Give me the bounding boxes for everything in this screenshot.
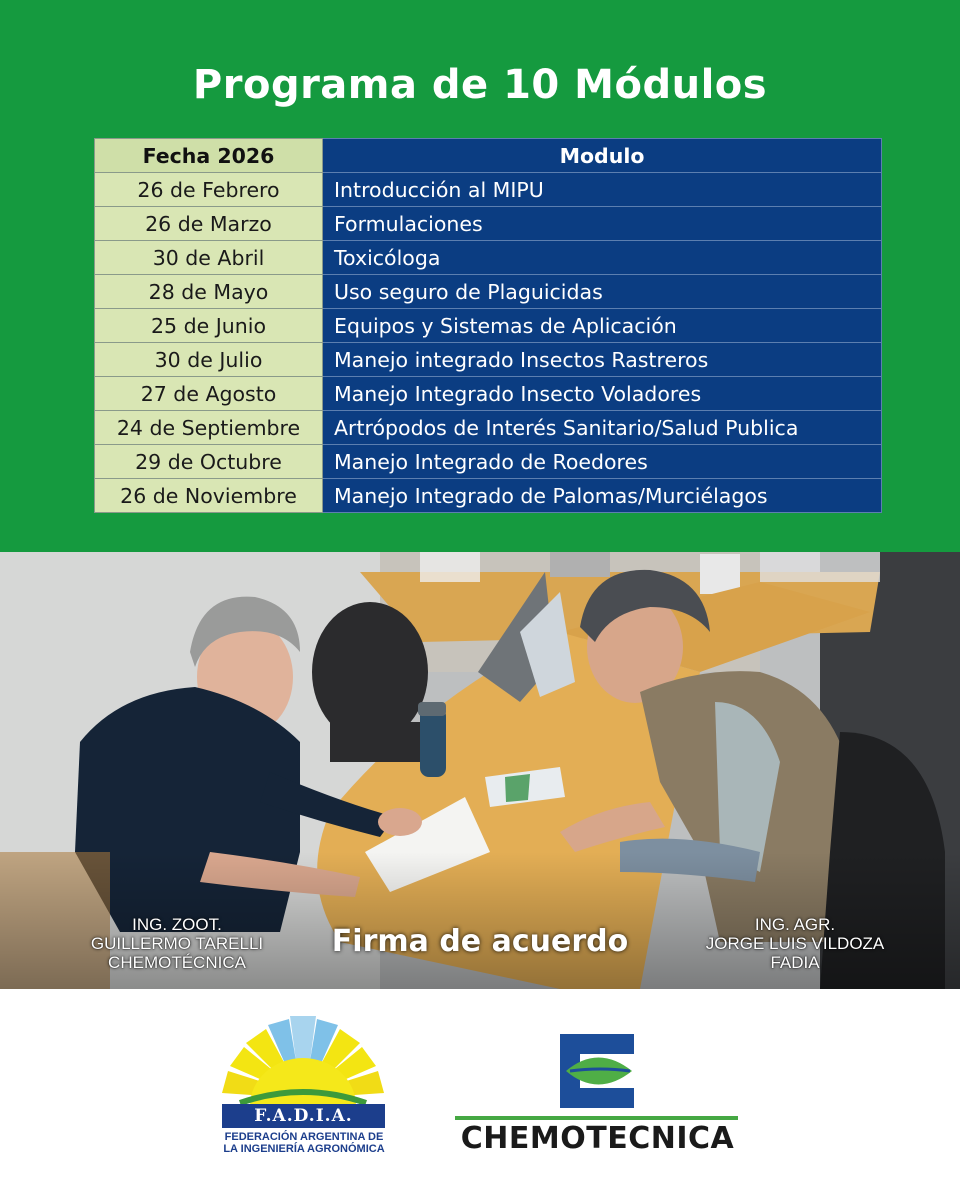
chemotecnica-wordmark: CHEMOTECNICA: [460, 1121, 735, 1156]
page-title: Programa de 10 Módulos: [192, 62, 768, 108]
module-cell: Manejo integrado Insectos Rastreros: [323, 343, 882, 377]
module-column-header: Modulo: [323, 139, 882, 173]
date-cell: 26 de Marzo: [95, 207, 323, 241]
right-person-org: FADIA: [770, 953, 820, 972]
module-cell: Formulaciones: [323, 207, 882, 241]
date-column-header: Fecha 2026: [95, 139, 323, 173]
fadia-name-line-1: FEDERACIÓN ARGENTINA DE: [224, 1131, 384, 1143]
program-header-section: [0, 0, 960, 552]
module-cell: Manejo Integrado de Palomas/Murciélagos: [323, 479, 882, 513]
date-cell: 26 de Noviembre: [95, 479, 323, 513]
agreement-signing-photo: [0, 552, 960, 989]
right-person-name: JORGE LUIS VILDOZA: [705, 934, 885, 953]
table-row: [95, 411, 882, 445]
table-row: [95, 275, 882, 309]
table-row: [95, 445, 882, 479]
left-person-name: GUILLERMO TARELLI: [90, 934, 264, 953]
module-cell: Toxicóloga: [323, 241, 882, 275]
date-cell: 24 de Septiembre: [95, 411, 323, 445]
date-cell: 30 de Abril: [95, 241, 323, 275]
module-schedule-table: [94, 138, 882, 513]
table-header-row: [95, 139, 882, 173]
chemotecnica-divider: [455, 1116, 738, 1120]
fadia-name-line-2: LA INGENIERÍA AGRONÓMICA: [223, 1143, 385, 1155]
fadia-acronym: F.A.D.I.A.: [222, 1104, 385, 1128]
module-cell: Equipos y Sistemas de Aplicación: [323, 309, 882, 343]
chemotecnica-c-leaf-icon: [560, 1034, 634, 1108]
partner-logos-section: [0, 989, 960, 1200]
date-cell: 27 de Agosto: [95, 377, 323, 411]
table-row: [95, 309, 882, 343]
fadia-full-name: [212, 1131, 396, 1155]
left-person-org: CHEMOTÉCNICA: [108, 953, 246, 972]
photo-center-caption: Firma de acuerdo: [331, 924, 629, 959]
date-cell: 30 de Julio: [95, 343, 323, 377]
table-row: [95, 173, 882, 207]
left-person-title: ING. ZOOT.: [132, 915, 222, 934]
left-person-caption: [52, 915, 302, 972]
right-person-title: ING. AGR.: [754, 915, 836, 934]
module-cell: Manejo Integrado Insecto Voladores: [323, 377, 882, 411]
table-row: [95, 207, 882, 241]
date-cell: 25 de Junio: [95, 309, 323, 343]
module-cell: Manejo Integrado de Roedores: [323, 445, 882, 479]
module-cell: Introducción al MIPU: [323, 173, 882, 207]
table-row: [95, 479, 882, 513]
table-row: [95, 343, 882, 377]
date-cell: 29 de Octubre: [95, 445, 323, 479]
table-row: [95, 241, 882, 275]
module-cell: Artrópodos de Interés Sanitario/Salud Publica: [323, 411, 882, 445]
right-person-caption: [668, 915, 922, 972]
date-cell: 28 de Mayo: [95, 275, 323, 309]
date-cell: 26 de Febrero: [95, 173, 323, 207]
table-row: [95, 377, 882, 411]
module-cell: Uso seguro de Plaguicidas: [323, 275, 882, 309]
